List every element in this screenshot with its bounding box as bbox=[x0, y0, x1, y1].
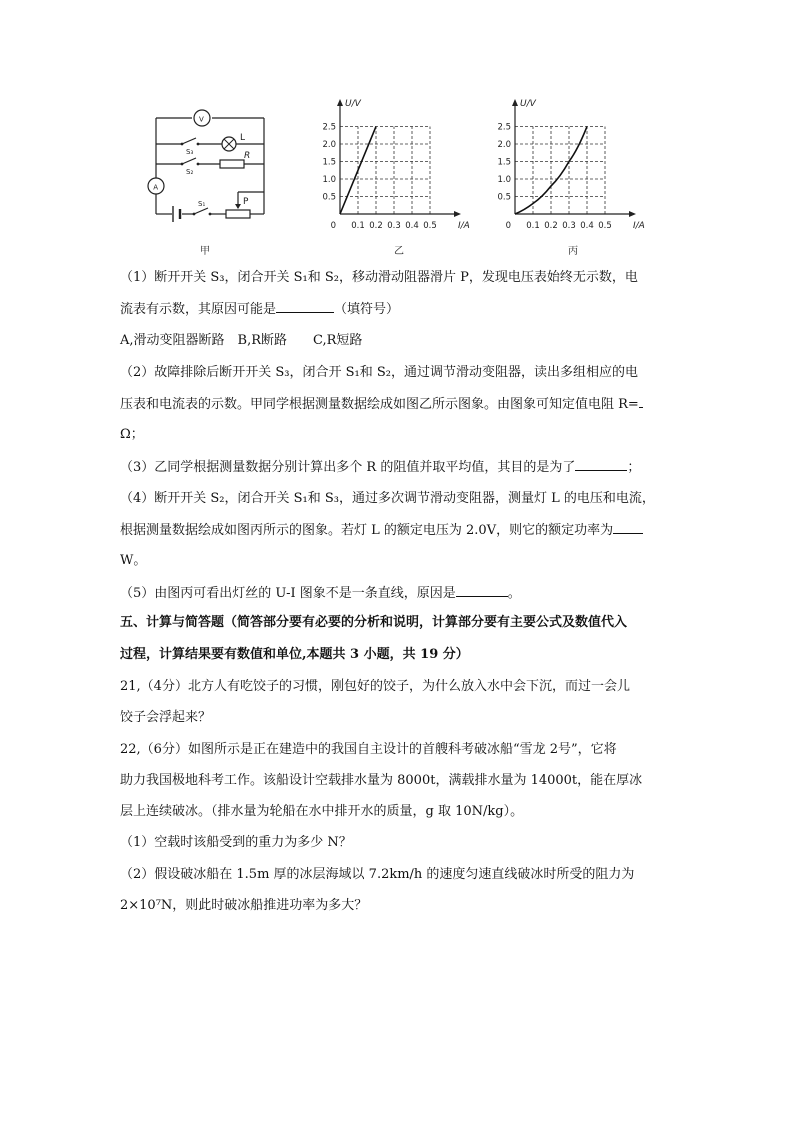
q2-line2-text: 压表和电流表的示数。甲同学根据测量数据绘成如图乙所示图象。由图象可知定值电阻 R= bbox=[120, 397, 639, 412]
q2-line2 bbox=[120, 395, 680, 414]
graph-b-y-label: U/V bbox=[345, 99, 361, 109]
ammeter-label: A bbox=[153, 183, 158, 192]
q2-line3: Ω； bbox=[120, 427, 144, 442]
graph-b-y-tick: 0.5 bbox=[322, 192, 336, 203]
graph-c-y-tick: 0.5 bbox=[497, 192, 511, 203]
graph-c-y-label: U/V bbox=[520, 99, 536, 109]
figures-row bbox=[140, 96, 660, 266]
switch1-label: S₁ bbox=[198, 200, 206, 208]
graph-b-x-tick: 0.1 bbox=[351, 221, 365, 231]
graph-b-x-arrow bbox=[454, 211, 461, 217]
q5-line1 bbox=[120, 584, 680, 603]
graph-b-y-tick: 1.5 bbox=[322, 157, 336, 168]
q5-line1-text: （5）由图丙可看出灯丝的 U-I 图象不是一条直线，原因是 bbox=[120, 586, 456, 601]
q4-line2 bbox=[120, 521, 680, 540]
graph-c-x-tick: 0.4 bbox=[580, 221, 594, 231]
q5-line1-tail: 。 bbox=[507, 586, 521, 601]
voltmeter-label: V bbox=[199, 115, 204, 124]
graph-b-x-tick: 0.5 bbox=[423, 221, 437, 231]
switch3-label: S₃ bbox=[186, 148, 194, 156]
graph-c-x-tick: 0 bbox=[505, 221, 511, 231]
q4-line3: W。 bbox=[120, 553, 147, 568]
q22-line2: 助力我国极地科考工作。该船设计空载排水量为 8000t，满载排水量为 14000t，能在厚冰 bbox=[120, 773, 643, 788]
graph-b-x-label: I/A bbox=[458, 221, 470, 231]
graph-c-x-label: I/A bbox=[633, 221, 645, 231]
circuit-caption: 甲 bbox=[200, 246, 210, 257]
lamp-label: L bbox=[240, 133, 246, 143]
graph-c-x-tick: 0.5 bbox=[598, 221, 612, 231]
section5-title-line1: 五、计算与简答题（简答部分要有必要的分析和说明，计算部分要有主要公式及数值代入 bbox=[120, 615, 628, 630]
graph-b-x-tick: 0.4 bbox=[405, 221, 419, 231]
graph-b-y-tick: 1.0 bbox=[322, 175, 336, 185]
q1-line2-text: 流表有示数，其原因可能是 bbox=[120, 302, 277, 317]
graph-c-x-arrow bbox=[629, 211, 636, 217]
graph-c-curve bbox=[515, 127, 587, 215]
switch2-label: S₂ bbox=[186, 168, 194, 176]
graph-c-y-tick: 1.5 bbox=[497, 157, 511, 168]
graph-b bbox=[320, 96, 470, 236]
q1-line1: （1）断开开关 S₃，闭合开关 S₁和 S₂，移动滑动阻器滑片 P，发现电压表始终无示数，电 bbox=[120, 270, 638, 285]
graph-c-x-tick: 0.1 bbox=[526, 221, 540, 231]
q5-answer-blank[interactable] bbox=[456, 584, 508, 597]
graph-c-y-tick: 1.0 bbox=[497, 175, 511, 185]
graph-c-y-arrow bbox=[512, 99, 518, 106]
slider-label: P bbox=[243, 197, 249, 207]
q22-sub1: （1）空载时该船受到的重力为多少 N？ bbox=[120, 835, 352, 850]
q1-line2-tail: （填符号） bbox=[334, 302, 400, 317]
q1-line2 bbox=[120, 300, 680, 319]
graph-c-caption: 丙 bbox=[568, 246, 578, 257]
q3-line1-text: （3）乙同学根据测量数据分别计算出多个 R 的阻值并取平均值，其目的是为了 bbox=[120, 460, 576, 475]
graph-b-y-tick: 2.0 bbox=[322, 140, 336, 150]
q22-sub2: （2）假设破冰船在 1.5m 厚的冰层海域以 7.2km/h 的速度匀速直线破冰时所受的阻力为 bbox=[120, 867, 635, 882]
q1-answer-blank[interactable] bbox=[276, 300, 334, 313]
q3-line1-tail: ； bbox=[627, 460, 641, 475]
graph-c-x-tick: 0.3 bbox=[562, 221, 576, 231]
q3-line1 bbox=[120, 458, 680, 477]
circuit-diagram bbox=[140, 96, 270, 226]
q22-sub3: 2×10⁷N，则此时破冰船推进功率为多大？ bbox=[120, 898, 368, 913]
q22-line1: 22,（6分）如图所示是正在建造中的我国自主设计的首艘科考破冰船“雪龙 2号”，它将 bbox=[120, 742, 617, 757]
graph-b-x-tick: 0.3 bbox=[387, 221, 401, 231]
graph-c bbox=[495, 96, 645, 236]
graph-b-y-arrow bbox=[337, 99, 343, 106]
graph-b-x-tick: 0 bbox=[330, 221, 336, 231]
graph-c-y-tick: 2.0 bbox=[497, 140, 511, 150]
graph-c-y-tick: 2.5 bbox=[497, 122, 511, 133]
graph-b-curve bbox=[340, 127, 376, 215]
q4-line2-text: 根据测量数据绘成如图丙所示的图象。若灯 L 的额定电压为 2.0V，则它的额定功率为 bbox=[120, 523, 614, 538]
graph-b-y-tick: 2.5 bbox=[322, 122, 336, 133]
section5-title-line2: 过程，计算结果要有数值和单位,本题共 3 小题，共 19 分） bbox=[120, 647, 469, 662]
graph-c-x-tick: 0.2 bbox=[544, 221, 558, 231]
q21-line2: 饺子会浮起来？ bbox=[120, 710, 212, 725]
resistor-label: R bbox=[244, 151, 251, 161]
q3-answer-blank[interactable] bbox=[575, 458, 627, 471]
q4-answer-blank[interactable] bbox=[613, 521, 643, 534]
q2-line1: （2）故障排除后断开开关 S₃，闭合开 S₁和 S₂，通过调节滑动变阻器，读出多组相应的电 bbox=[120, 365, 639, 380]
q21-line1: 21,（4分）北方人有吃饺子的习惯，刚包好的饺子，为什么放入水中会下沉，而过一会儿 bbox=[120, 679, 630, 694]
q2-answer-blank[interactable] bbox=[639, 395, 643, 408]
q22-line3: 层上连续破冰。（排水量为轮船在水中排开水的质量，g 取 10N/kg）。 bbox=[120, 804, 524, 819]
q1-options: A,滑动变阻器断路 B,R断路 C,R短路 bbox=[120, 333, 363, 348]
graph-b-caption: 乙 bbox=[394, 246, 404, 257]
q4-line1: （4）断开开关 S₂，闭合开关 S₁和 S₃，通过多次调节滑动变阻器，测量灯 L 的电压和电流， bbox=[120, 491, 655, 506]
graph-b-x-tick: 0.2 bbox=[369, 221, 383, 231]
